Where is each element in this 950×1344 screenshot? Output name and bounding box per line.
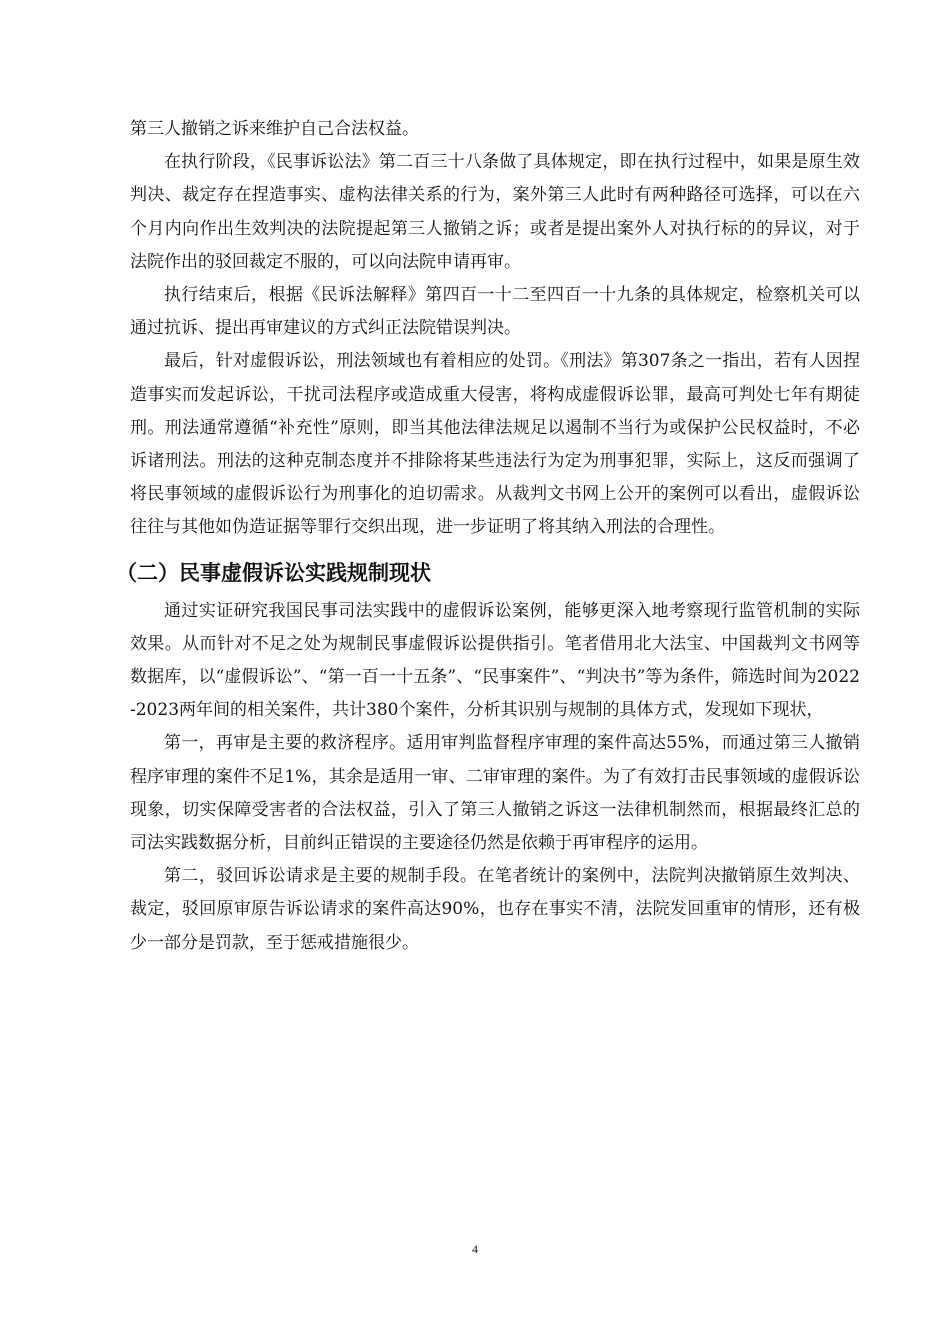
paragraph-6: 第一，再审是主要的救济程序。适用审判监督程序审理的案件高达55%，而通过第三人撤销程序审理的案件不足1%，其余是适用一审、二审审理的案件。为了有效打击民事领域的虚假诉讼现象，切实保障受害者的合法权益，引入了第三人撤销之诉这一法律机制然而，根据最终汇总的司法实践数据分析，目前纠正错误的主要途径仍然是依赖于再审程序的运用。	[130, 733, 860, 854]
paragraph-5: 通过实证研究我国民事司法实践中的虚假诉讼案例，能够更深入地考察现行监管机制的实际效果。从而针对不足之处为规制民事虚假诉讼提供指引。笔者借用北大法宝、中国裁判文书网等数据库，以“虚假诉讼”、“第一百一十五条”、“民事案件”、“判决书”等为条件，筛选时间为2022-2023两年间的相关案件，共计380个案件，分析其识别与规制的具体方式，发现如下现状，	[130, 600, 860, 721]
section-heading: （二）民事虚假诉讼实践规制现状	[116, 560, 431, 585]
paragraph-1: 第三人撤销之诉来维护自己合法权益。	[130, 119, 419, 139]
page-number: 4	[472, 1242, 478, 1256]
paragraph-4: 最后，针对虚假诉讼，刑法领域也有着相应的处罚。《刑法》第307条之一指出，若有人因捏造事实而发起诉讼，干扰司法程序或造成重大侵害，将构成虚假诉讼罪，最高可判处七年有期徒刑。刑法通常遵循“补充性”原则，即当其他法律法规足以遏制不当行为或保护公民权益时，不必诉诸刑法。刑法的这种克制态度并不排除将某些违法行为定为刑事犯罪，实际上，这反而强调了将民事领域的虚假诉讼行为刑事化的迫切需求。从裁判文书网上公开的案例可以看出，虚假诉讼往往与其他如伪造证据等罪行交织出现，进一步证明了将其纳入刑法的合理性。	[130, 351, 860, 538]
page-body	[116, 113, 860, 960]
paragraph-7: 第二，驳回诉讼请求是主要的规制手段。在笔者统计的案例中，法院判决撤销原生效判决、裁定，驳回原审原告诉讼请求的案件高达90%，也存在事实不清，法院发回重审的情形，还有极少一部分是罚款，至于惩戒措施很少。	[130, 866, 860, 953]
paragraph-3: 执行结束后，根据《民诉法解释》第四百一十二至四百一十九条的具体规定，检察机关可以通过抗诉、提出再审建议的方式纠正法院错误判决。	[130, 285, 860, 339]
paragraph-2: 在执行阶段，《民事诉讼法》第二百三十八条做了具体规定，即在执行过程中，如果是原生效判决、裁定存在捏造事实、虚构法律关系的行为，案外第三人此时有两种路径可选择，可以在六个月内向作出生效判决的法院提起第三人撤销之诉；或者是提出案外人对执行标的的异议，对于法院作出的驳回裁定不服的，可以向法院申请再审。	[130, 152, 860, 272]
